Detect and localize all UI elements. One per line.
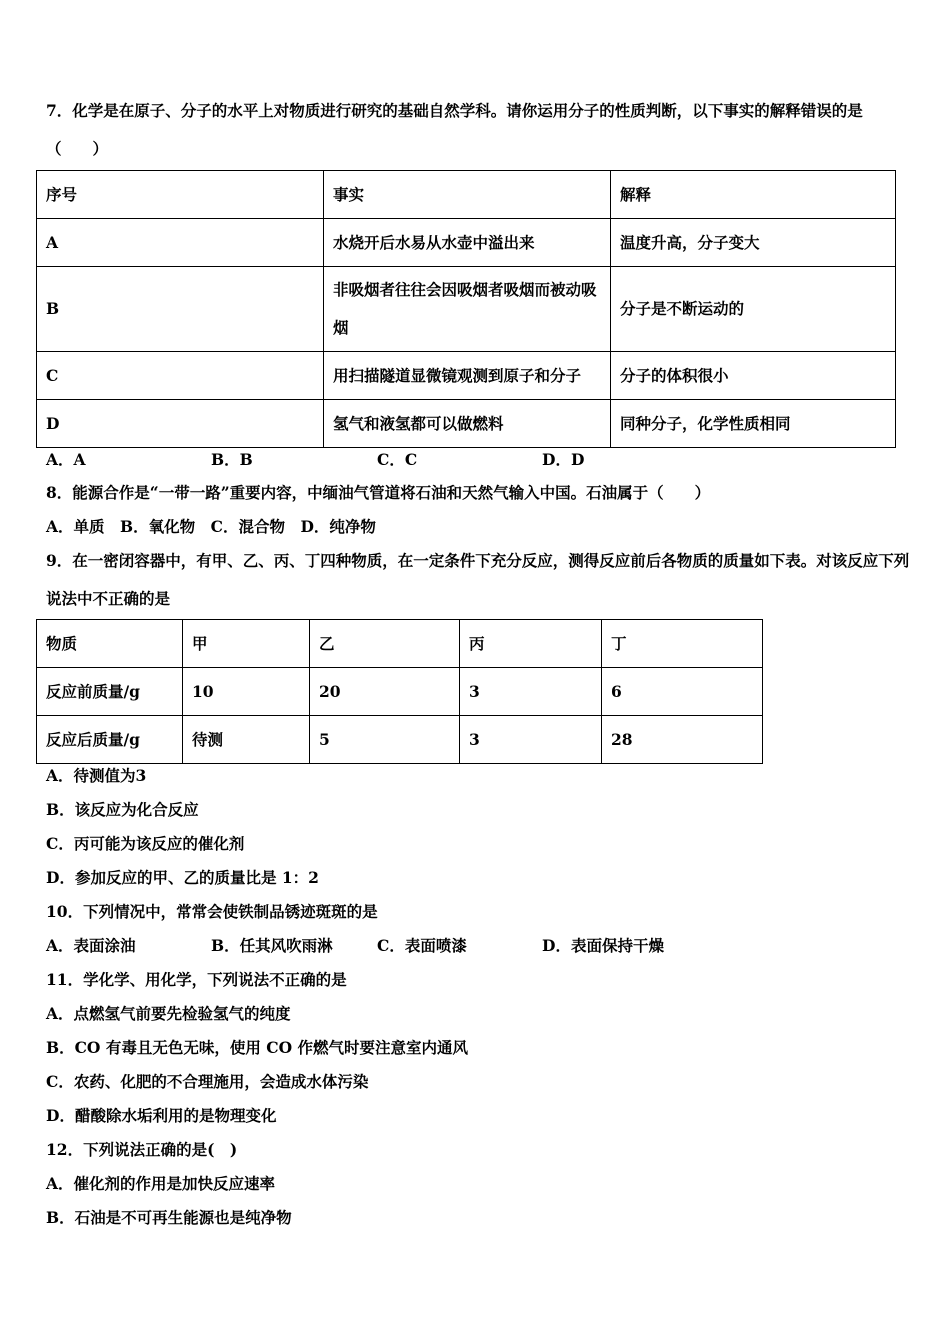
table-cell: 分子的体积很小 xyxy=(611,352,896,400)
table-cell: 水烧开后水易从水壶中溢出来 xyxy=(324,219,611,267)
q7-option-d: D．D xyxy=(542,450,585,469)
table-row xyxy=(37,668,763,716)
table-cell: 同种分子，化学性质相同 xyxy=(611,400,896,448)
table-cell: 反应后质量/g xyxy=(37,716,183,764)
q7-header-index: 序号 xyxy=(37,171,324,219)
table-cell: 温度升高，分子变大 xyxy=(611,219,896,267)
q10-option-b: B．任其风吹雨淋 xyxy=(211,936,333,955)
q8-options: A．单质 B．氧化物 C．混合物 D．纯净物 xyxy=(46,517,376,536)
table-cell: 28 xyxy=(602,716,763,764)
q9-header-bing: 丙 xyxy=(460,620,602,668)
q11-stem: 11．学化学、用化学，下列说法不正确的是 xyxy=(46,970,347,989)
table-row xyxy=(37,400,896,448)
table-cell: 反应前质量/g xyxy=(37,668,183,716)
table-cell: 6 xyxy=(602,668,763,716)
q9-stem: 9．在一密闭容器中，有甲、乙、丙、丁四种物质，在一定条件下充分反应，测得反应前后各物质的质量如下表。对该反应下列说法中不正确的是 xyxy=(46,551,910,608)
q7-option-a: A．A xyxy=(46,450,86,469)
table-cell: C xyxy=(37,352,324,400)
q7-stem: 7．化学是在原子、分子的水平上对物质进行研究的基础自然学科。请你运用分子的性质判断，以下事实的解释错误的是（ ） xyxy=(46,101,863,158)
q9-option-c: C．丙可能为该反应的催化剂 xyxy=(46,834,245,853)
q11-option-b: B．CO 有毒且无色无味，使用 CO 作燃气时要注意室内通风 xyxy=(46,1038,468,1057)
table-cell: 氢气和液氢都可以做燃料 xyxy=(324,400,611,448)
q9-table xyxy=(36,619,763,764)
q9-option-d: D．参加反应的甲、乙的质量比是 1：2 xyxy=(46,868,319,887)
q10-option-a: A．表面涂油 xyxy=(46,936,136,955)
table-cell: 20 xyxy=(310,668,460,716)
q11-option-c: C．农药、化肥的不合理施用，会造成水体污染 xyxy=(46,1072,369,1091)
q9-header-yi: 乙 xyxy=(310,620,460,668)
q11-option-d: D．醋酸除水垢利用的是物理变化 xyxy=(46,1106,277,1125)
q7-option-b: B．B xyxy=(211,450,253,469)
table-cell: A xyxy=(37,219,324,267)
q9-option-b: B．该反应为化合反应 xyxy=(46,800,199,819)
q9-header-substance: 物质 xyxy=(37,620,183,668)
q7-header-explanation: 解释 xyxy=(611,171,896,219)
q7-option-c: C．C xyxy=(377,450,418,469)
table-cell: 5 xyxy=(310,716,460,764)
q12-option-b: B．石油是不可再生能源也是纯净物 xyxy=(46,1208,292,1227)
table-row xyxy=(37,219,896,267)
table-cell: 分子是不断运动的 xyxy=(611,267,896,352)
table-cell: 用扫描隧道显微镜观测到原子和分子 xyxy=(324,352,611,400)
q9-header-jia: 甲 xyxy=(183,620,310,668)
q7-header-fact: 事实 xyxy=(324,171,611,219)
table-row xyxy=(37,716,763,764)
q7-table xyxy=(36,170,896,448)
table-row xyxy=(37,267,896,352)
q10-option-d: D．表面保持干燥 xyxy=(542,936,664,955)
table-row xyxy=(37,171,896,219)
q8-stem: 8．能源合作是“一带一路”重要内容，中缅油气管道将石油和天然气输入中国。石油属于（ ） xyxy=(46,483,711,502)
table-cell: 待测 xyxy=(183,716,310,764)
table-cell: 3 xyxy=(460,668,602,716)
q10-stem: 10．下列情况中，常常会使铁制品锈迹斑斑的是 xyxy=(46,902,378,921)
q9-option-a: A．待测值为3 xyxy=(46,766,147,785)
q9-header-ding: 丁 xyxy=(602,620,763,668)
table-cell: B xyxy=(37,267,324,352)
table-cell: 非吸烟者往往会因吸烟者吸烟而被动吸烟 xyxy=(324,267,611,352)
table-row xyxy=(37,352,896,400)
table-row xyxy=(37,620,763,668)
q12-stem: 12．下列说法正确的是( ) xyxy=(46,1140,238,1159)
table-cell: 3 xyxy=(460,716,602,764)
q10-option-c: C．表面喷漆 xyxy=(377,936,467,955)
q11-option-a: A．点燃氢气前要先检验氢气的纯度 xyxy=(46,1004,291,1023)
table-cell: 10 xyxy=(183,668,310,716)
table-cell: D xyxy=(37,400,324,448)
q12-option-a: A．催化剂的作用是加快反应速率 xyxy=(46,1174,276,1193)
